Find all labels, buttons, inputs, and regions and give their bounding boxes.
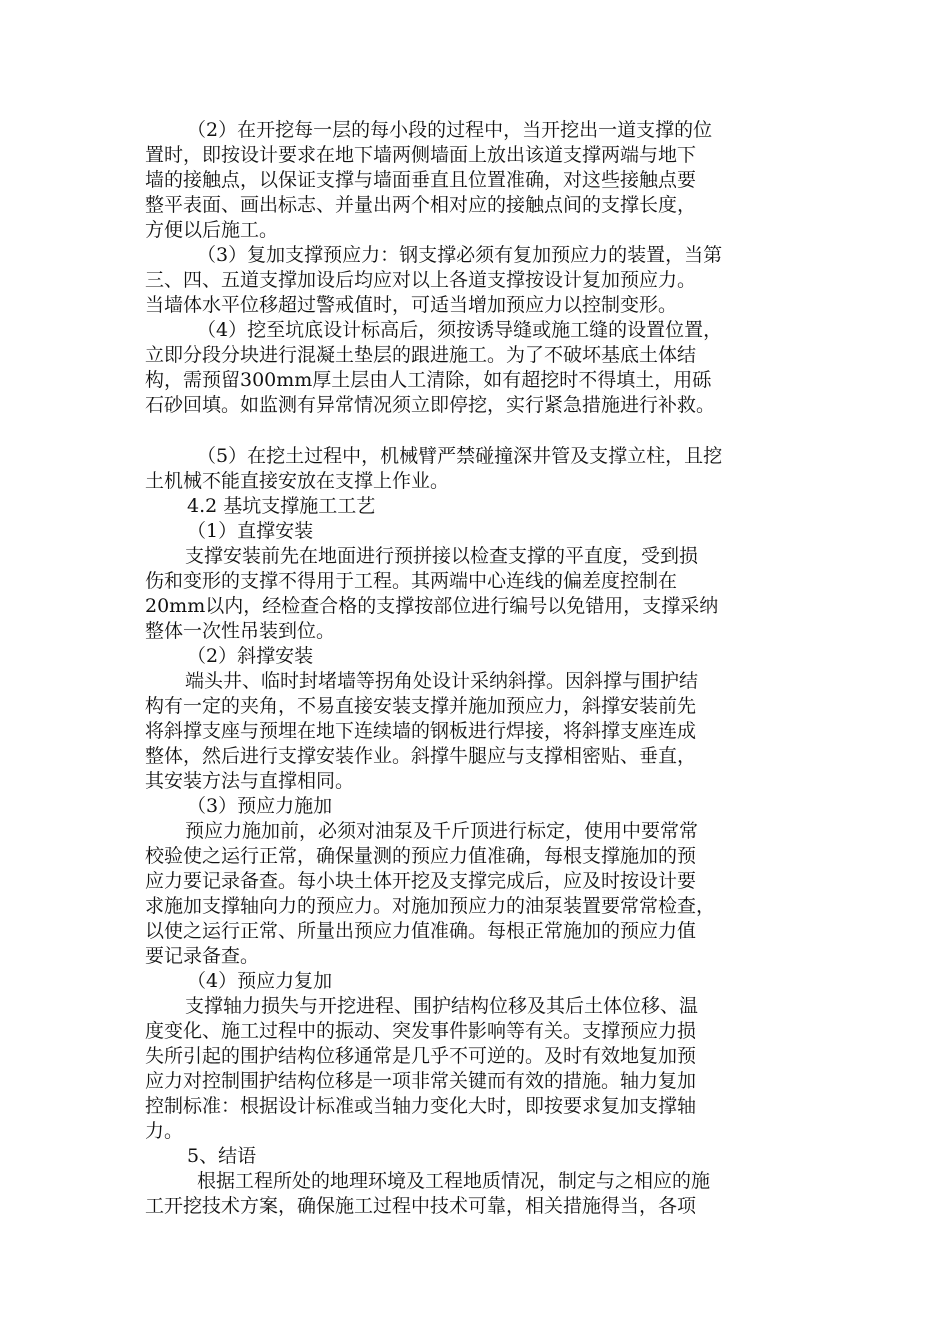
text-line: 端头井、临时封堵墙等拐角处设计采纳斜撑。因斜撑与围护结: [185, 670, 699, 692]
text-line: 应力要记录备查。每小块土体开挖及支撑完成后，应及时按设计要: [145, 870, 697, 892]
text-line: 置时，即按设计要求在地下墙两侧墙面上放出该道支撑两端与地下: [145, 144, 697, 166]
text-line: 应力对控制围护结构位移是一项非常关键而有效的措施。轴力复加: [145, 1070, 697, 1092]
text-line: 整体，然后进行支撑安装作业。斜撑牛腿应与支撑相密贴、垂直，: [145, 745, 697, 767]
text-line: （2）斜撑安装: [187, 645, 314, 667]
text-line: （2）在开挖每一层的每小段的过程中，当开挖出一道支撑的位: [187, 119, 713, 141]
text-line: 4.2 基坑支撑施工工艺: [187, 495, 376, 517]
text-line: （3）预应力施加: [187, 795, 333, 817]
text-line: 整体一次性吊装到位。: [145, 620, 336, 642]
text-line: 力。: [145, 1120, 184, 1142]
blank-line: [145, 418, 810, 444]
text-line: 整平表面、画出标志、并量出两个相对应的接触点间的支撑长度，: [145, 194, 697, 216]
text-line: 三、四、五道支撑加设后均应对以上各道支撑按设计复加预应力。: [145, 269, 697, 291]
text-line: 墙的接触点，以保证支撑与墙面垂直且位置准确，对这些接触点要: [145, 169, 697, 191]
text-line: 立即分段分块进行混凝土垫层的跟进施工。为了不破坏基底土体结: [145, 344, 697, 366]
text-line: 方便以后施工。: [145, 219, 279, 241]
text-line: （3）复加支撑预应力：钢支撑必须有复加预应力的装置，当第: [197, 244, 723, 266]
text-line: 以使之运行正常、所量出预应力值准确。每根正常施加的预应力值: [145, 920, 697, 942]
text-line: 构，需预留300mm厚土层由人工清除，如有超挖时不得填土，用砾: [145, 369, 712, 391]
text-line: 石砂回填。如监测有异常情况须立即停挖，实行紧急措施进行补救。: [145, 394, 716, 416]
text-line: 控制标准：根据设计标准或当轴力变化大时，即按要求复加支撑轴: [145, 1095, 697, 1117]
text-line: 要记录备查。: [145, 945, 260, 967]
text-line: 支撑安装前先在地面进行预拼接以检查支撑的平直度，受到损: [185, 545, 699, 567]
text-line: （4）挖至坑底设计标高后，须按诱导缝或施工缝的设置位置，: [197, 319, 723, 341]
text-line: 根据工程所处的地理环境及工程地质情况，制定与之相应的施: [197, 1170, 711, 1192]
text-line: 5、结语: [187, 1145, 257, 1167]
text-line: （5）在挖土过程中，机械臂严禁碰撞深井管及支撑立柱，且挖: [197, 445, 723, 467]
text-line: 土机械不能直接安放在支撑上作业。: [145, 470, 450, 492]
text-line: 预应力施加前，必须对油泵及千斤顶进行标定，使用中要常常: [185, 820, 699, 842]
text-line: 伤和变形的支撑不得用于工程。其两端中心连线的偏差度控制在: [145, 570, 678, 592]
text-line: 度变化、施工过程中的振动、突发事件影响等有关。支撑预应力损: [145, 1020, 697, 1042]
document-body: [145, 118, 810, 1219]
text-line: 将斜撑支座与预埋在地下连续墙的钢板进行焊接，将斜撑支座连成: [145, 720, 697, 742]
text-line: 支撑轴力损失与开挖进程、围护结构位移及其后土体位移、温: [185, 995, 699, 1017]
text-line: 失所引起的围护结构位移通常是几乎不可逆的。及时有效地复加预: [145, 1045, 697, 1067]
text-line: 其安装方法与直撑相同。: [145, 770, 355, 792]
text-line: 20mm以内，经检查合格的支撑按部位进行编号以免错用，支撑采纳: [145, 595, 719, 617]
text-line: 当墙体水平位移超过警戒值时，可适当增加预应力以控制变形。: [145, 294, 678, 316]
text-line: （4）预应力复加: [187, 970, 333, 992]
text-line: 校验使之运行正常，确保量测的预应力值准确，每根支撑施加的预: [145, 845, 697, 867]
text-line: （1）直撑安装: [187, 520, 314, 542]
text-line: 构有一定的夹角，不易直接安装支撑并施加预应力，斜撑安装前先: [145, 695, 697, 717]
text-line: 求施加支撑轴向力的预应力。对施加预应力的油泵装置要常常检查，: [145, 895, 716, 917]
text-line: 工开挖技术方案，确保施工过程中技术可靠，相关措施得当，各项: [145, 1195, 697, 1217]
